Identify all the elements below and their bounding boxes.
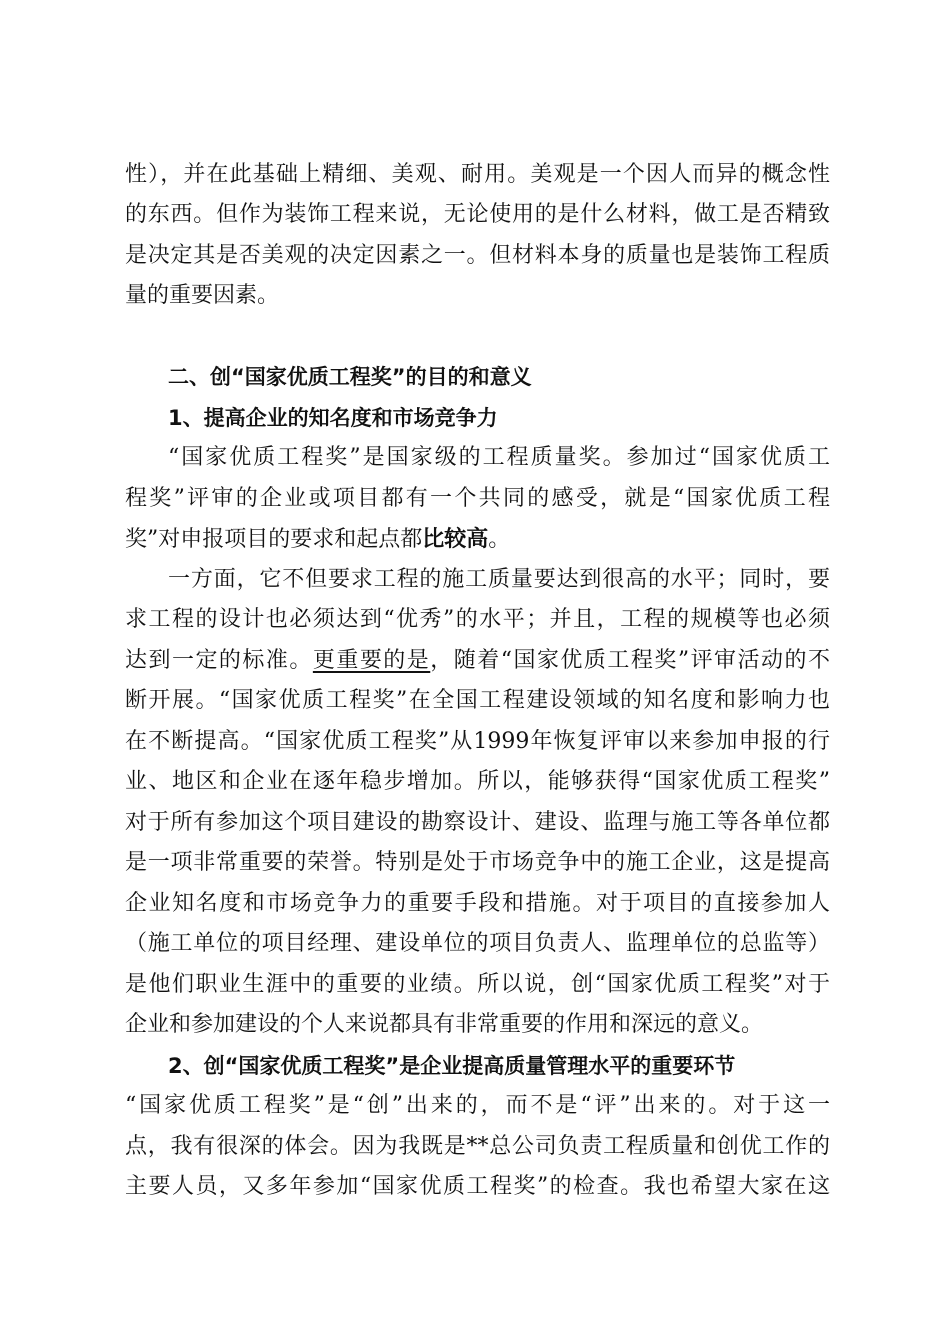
para1-line-1: “国家优质工程奖”是国家级的工程质量奖。参加过“国家优质工 <box>168 445 830 470</box>
para1-line-3 <box>125 519 830 559</box>
para2-line-6: 业、地区和企业在逐年稳步增加。所以，能够获得“国家优质工程奖” <box>125 769 830 794</box>
para2-line-3 <box>125 641 830 681</box>
para1-line-2: 程奖”评审的企业或项目都有一个共同的感受，就是“国家优质工程 <box>125 486 830 511</box>
para3-line-1: “国家优质工程奖”是“创”出来的，而不是“评”出来的。对于这一 <box>125 1093 830 1118</box>
para2-line-1: 一方面，它不但要求工程的施工质量要达到很高的水平；同时，要 <box>168 567 830 592</box>
para3-line-2: 点，我有很深的体会。因为我既是**总公司负责工程质量和创优工作的 <box>125 1134 830 1159</box>
para3-line-3: 主要人员，又多年参加“国家优质工程奖”的检查。我也希望大家在这 <box>125 1174 830 1199</box>
para2-line-3-text: 达到一定的标准。 <box>125 648 313 673</box>
para2-line-2: 求工程的设计也必须达到“优秀”的水平；并且，工程的规模等也必须 <box>125 607 830 632</box>
subheading-1: 1、提高企业的知名度和市场竞争力 <box>168 406 498 430</box>
intro-line-4: 量的重要因素。 <box>125 283 280 308</box>
para1-line-3-text: 奖”对申报项目的要求和起点都 <box>125 527 423 552</box>
section-heading: 二、创“国家优质工程奖”的目的和意义 <box>168 365 532 389</box>
bold-emphasis: 比较高 <box>422 526 489 552</box>
para2-line-11: 是他们职业生涯中的重要的业绩。所以说，创“国家优质工程奖”对于 <box>125 972 830 997</box>
para2-line-3-end: ，随着“国家优质工程奖”评审活动的不 <box>430 648 830 673</box>
subheading-2: 2、创“国家优质工程奖”是企业提高质量管理水平的重要环节 <box>168 1054 736 1078</box>
intro-line-3: 是决定其是否美观的决定因素之一。但材料本身的质量也是装饰工程质 <box>125 243 830 268</box>
para1-line-3-end: 。 <box>488 527 511 552</box>
para2-line-8: 是一项非常重要的荣誉。特别是处于市场竞争中的施工企业，这是提高 <box>125 850 830 875</box>
para2-line-7: 对于所有参加这个项目建设的勘察设计、建设、监理与施工等各单位都 <box>125 810 830 835</box>
para2-line-9: 企业知名度和市场竞争力的重要手段和措施。对于项目的直接参加人 <box>125 891 830 916</box>
intro-line-2: 的东西。但作为装饰工程来说，无论使用的是什么材料，做工是否精致 <box>125 202 830 227</box>
para2-line-10: （施工单位的项目经理、建设单位的项目负责人、监理单位的总监等） <box>125 931 830 956</box>
underlined-emphasis: 更重要的是 <box>312 648 431 673</box>
para2-line-12: 企业和参加建设的个人来说都具有非常重要的作用和深远的意义。 <box>125 1012 764 1037</box>
intro-line-1: 性），并在此基础上精细、美观、耐用。美观是一个因人而异的概念性 <box>125 162 830 187</box>
para2-line-4: 断开展。“国家优质工程奖”在全国工程建设领域的知名度和影响力也 <box>125 688 830 713</box>
para2-line-5: 在不断提高。“国家优质工程奖”从1999年恢复评审以来参加申报的行 <box>125 729 830 754</box>
